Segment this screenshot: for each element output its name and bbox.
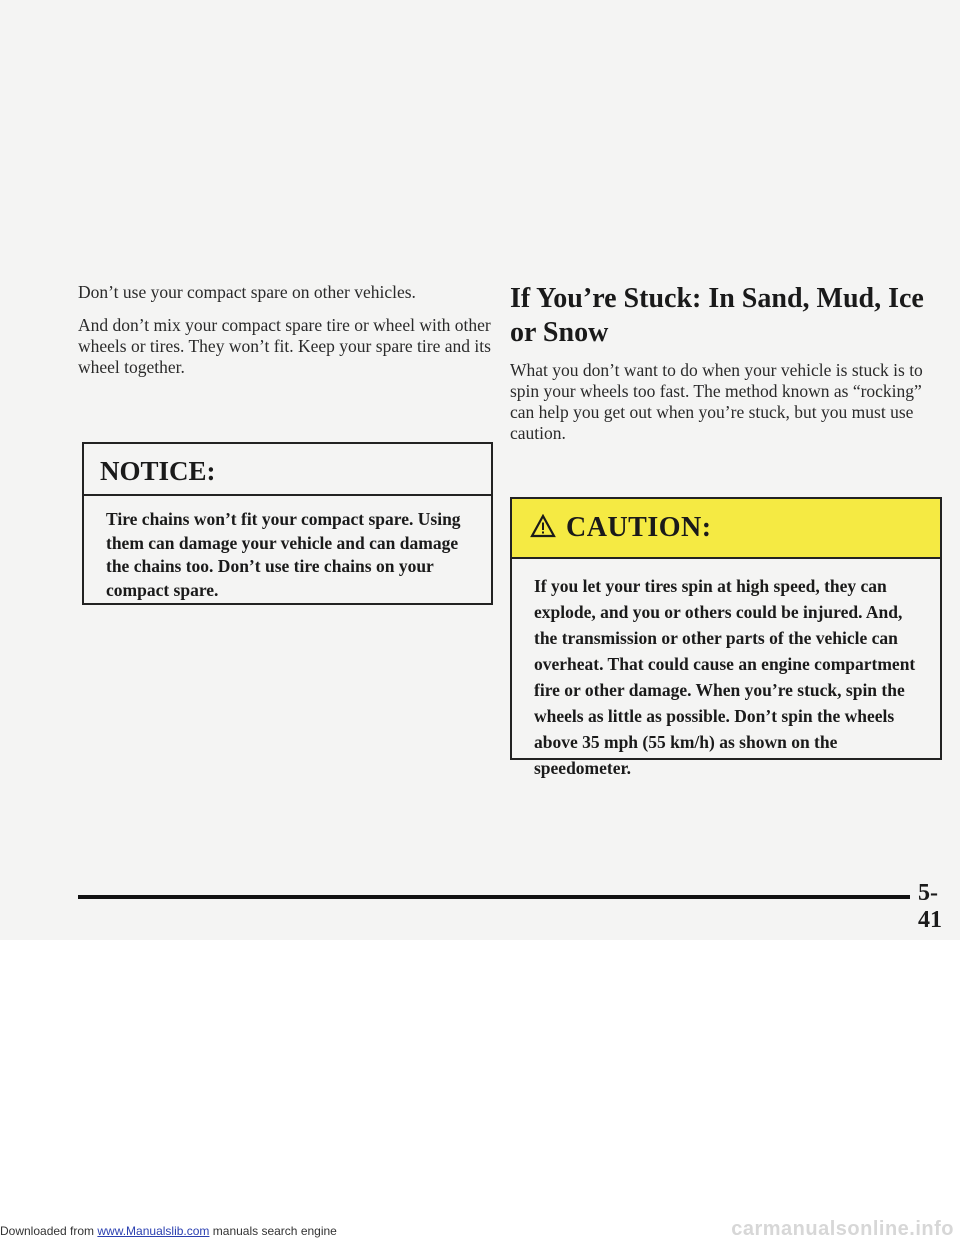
warning-triangle-icon (530, 514, 556, 543)
caution-text: If you let your tires spin at high speed, they can explode, and you or others could be injured. And, the transmission or other parts of the vehicle can overheat. That could cause an engine compartment fire or other damage. When you’re stuck, spin the wheels as little as possible. Don’t spin the wheels above 35 mph (55 km/h) as shown on the speedometer. (534, 576, 916, 778)
caution-box (510, 497, 942, 778)
watermark-suffix: manuals search engine (209, 1224, 337, 1238)
paragraph-mix-tires: And don’t mix your compact spare tire or wheel with other wheels or tires. They won’t fit. Keep your spare tire and its wheel together. (78, 315, 491, 377)
section-heading: If You’re Stuck: In Sand, Mud, Ice or Snow (510, 283, 924, 348)
page-number: 5-41 (918, 880, 942, 933)
download-watermark (0, 1224, 337, 1238)
notice-text: Tire chains won’t fit your compact spare. Using them can damage your vehicle and can damage the chains too. Don’t use tire chains on your compact spare. (106, 509, 461, 600)
paragraph-compact-spare: Don’t use your compact spare on other vehicles. (78, 282, 416, 302)
caution-heading: CAUTION: (566, 512, 712, 543)
right-column (510, 282, 940, 456)
left-column (78, 282, 508, 390)
notice-box (82, 442, 493, 605)
notice-heading: NOTICE: (84, 444, 491, 496)
paragraph-rocking: What you don’t want to do when your vehicle is stuck is to spin your wheels too fast. The method known as “rocking” can help you get out when you’re stuck, but you must use caution. (510, 360, 923, 443)
carmanuals-watermark: carmanualsonline.info (731, 1218, 954, 1240)
manualslib-link[interactable]: www.Manualslib.com (97, 1224, 210, 1238)
caution-header (512, 499, 940, 559)
watermark-prefix: Downloaded from (0, 1224, 98, 1238)
footer-rule (78, 895, 910, 899)
